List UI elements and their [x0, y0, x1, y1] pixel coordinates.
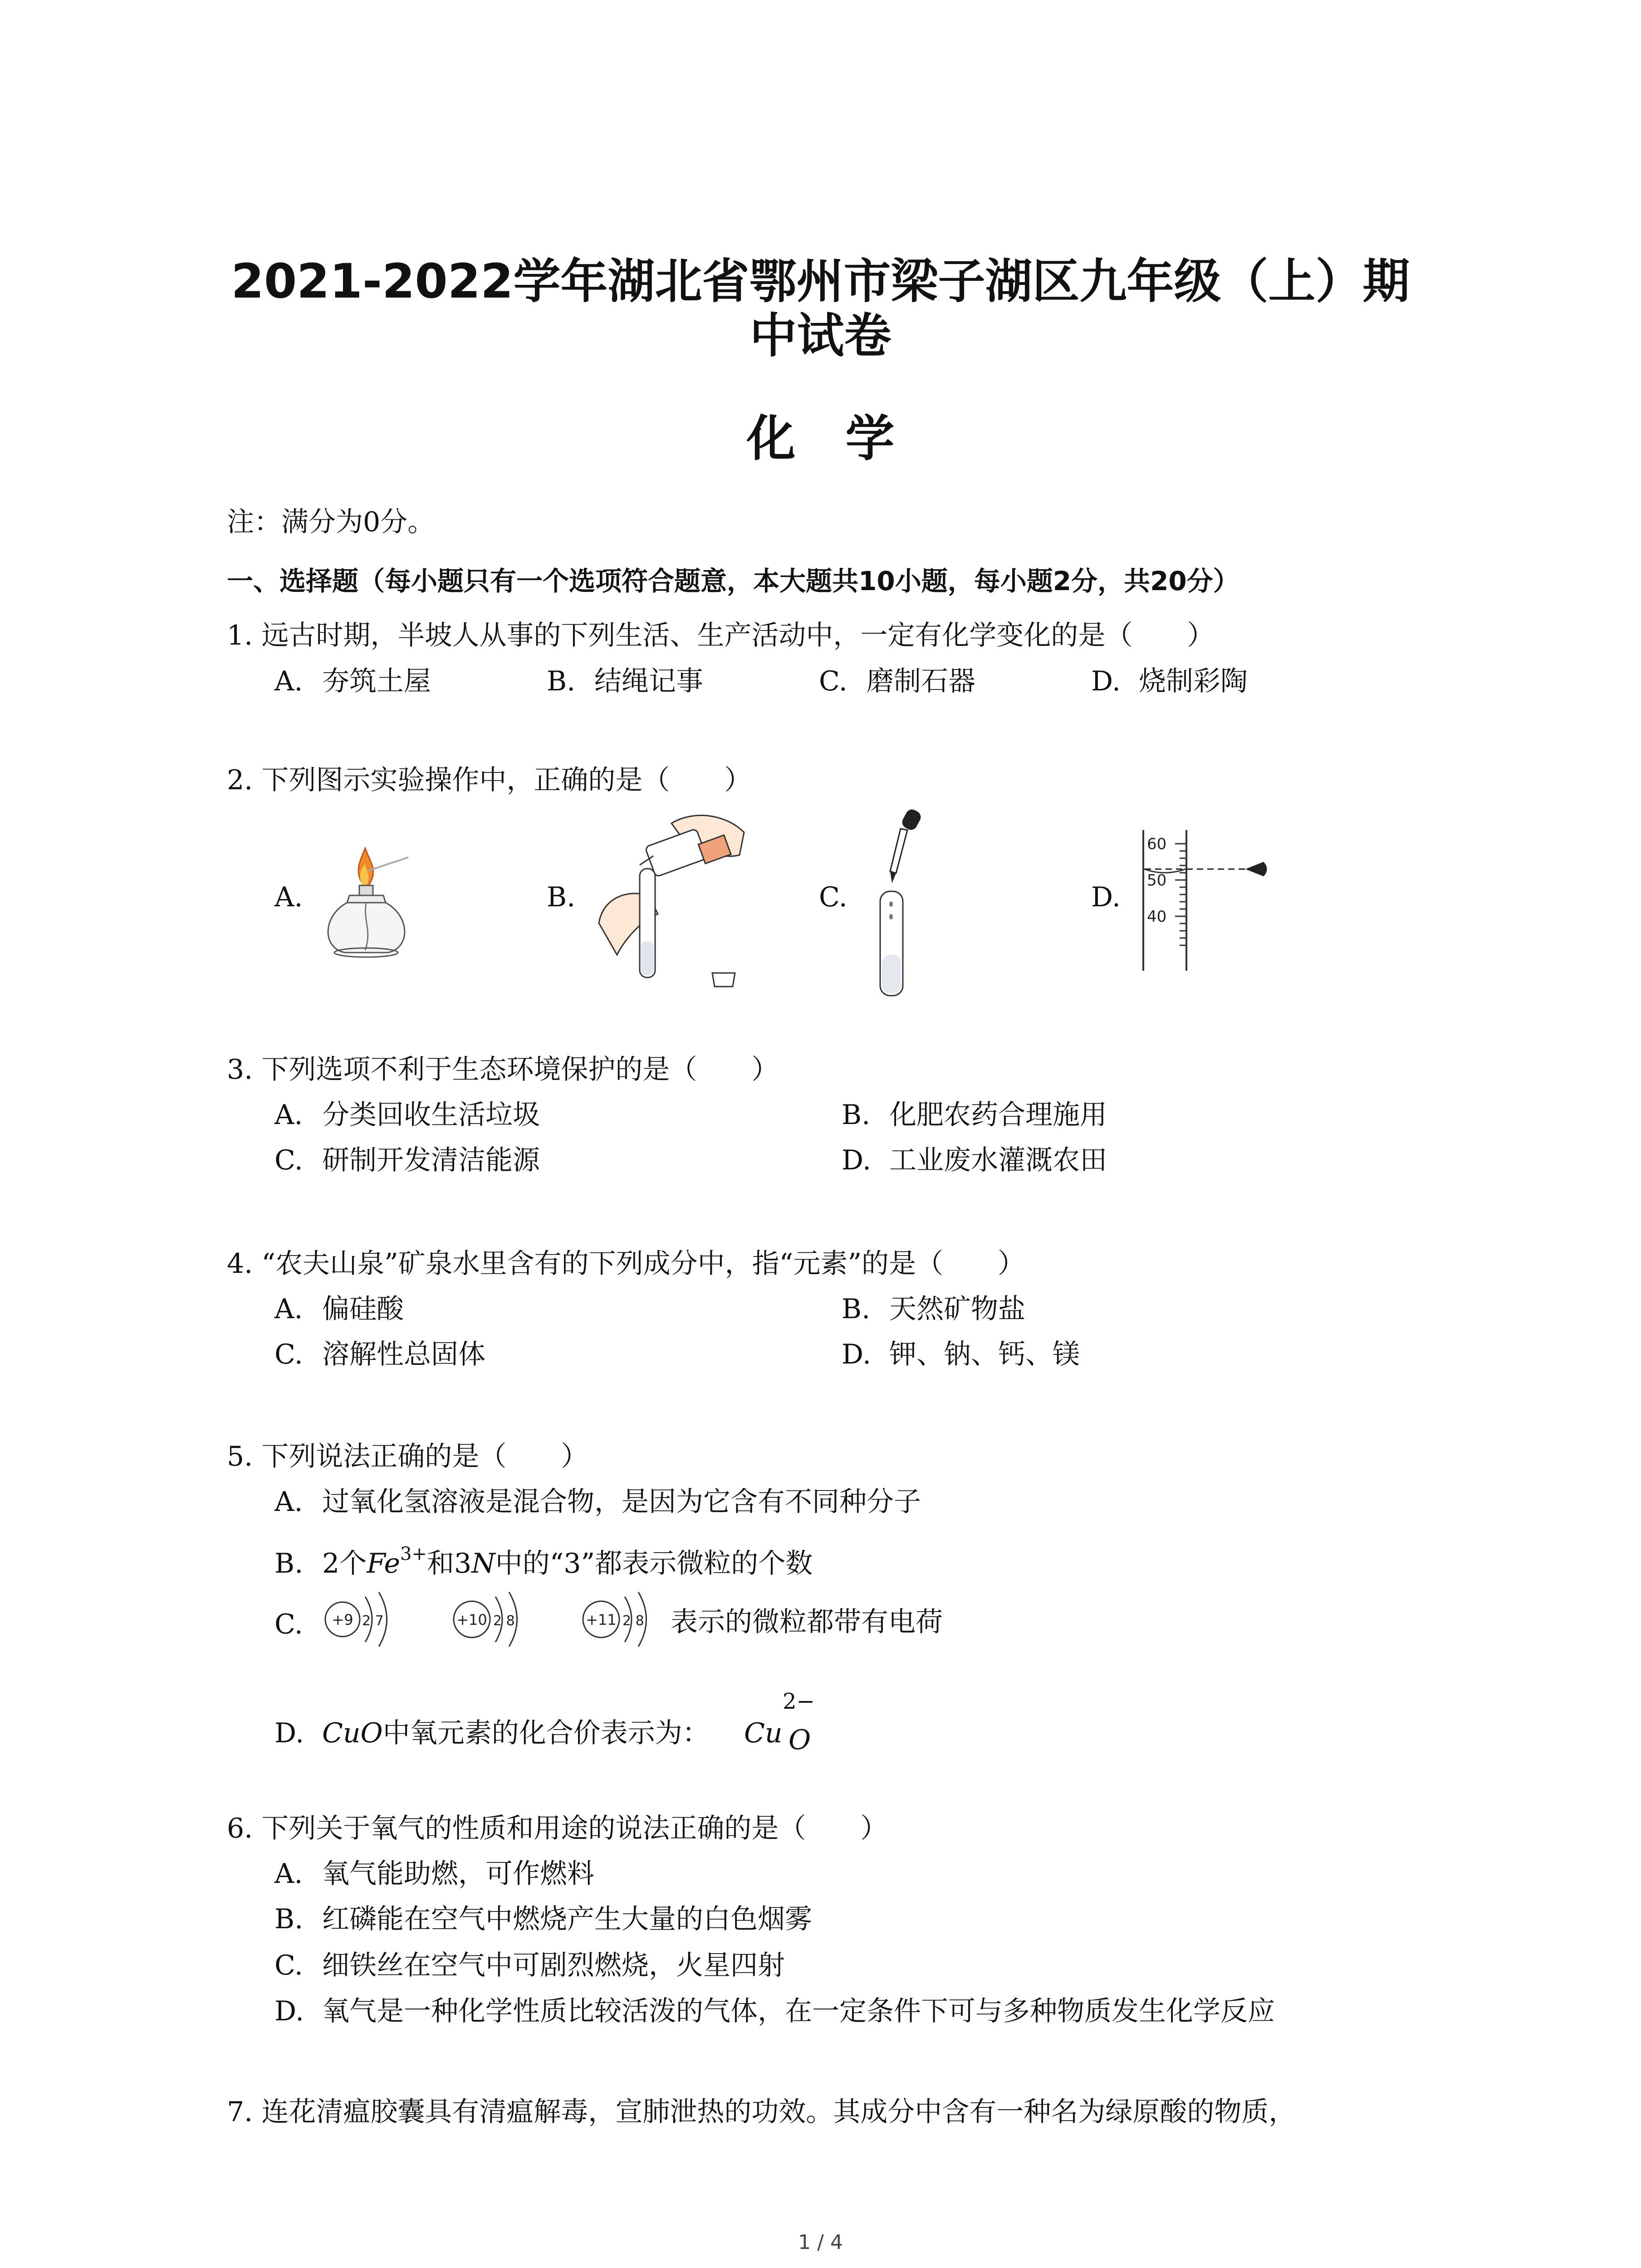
question-7-stem: 7. 连花清瘟胶囊具有清瘟解毒，宣肺泄热的功效。其成分中含有一种名为绿原酸的物质， [227, 2096, 1296, 2128]
nucleus-charge: +11 [586, 1611, 617, 1628]
q2-option-d-label: D. [1091, 881, 1121, 913]
nucleus-charge: +10 [456, 1611, 487, 1628]
option-text: 分类回收生活垃圾 [322, 1099, 540, 1131]
exam-title-line1: 2021-2022学年湖北省鄂州市梁子湖区九年级（上）期 [231, 254, 1410, 309]
question-1-stem: 1. 远古时期，半坡人从事的下列生活、生产活动中，一定有化学变化的是（ ） [227, 620, 1215, 651]
oxygen-symbol: O [789, 1724, 811, 1756]
option-label: C. [819, 665, 847, 697]
pouring-liquid-figure [590, 805, 762, 996]
q1-option-b [547, 665, 703, 698]
electron-shells: 2 8 [493, 1613, 515, 1629]
q3-option-c [274, 1144, 540, 1177]
option-text: 红磷能在空气中燃烧产生大量的白色烟雾 [322, 1903, 812, 1935]
tick-label: 60 [1147, 835, 1167, 853]
option-label: B. [842, 1293, 871, 1325]
option-text: 细铁丝在空气中可剧烈燃烧，火星四射 [322, 1950, 785, 1981]
option-label: B. [547, 665, 576, 697]
option-label: D. [1091, 665, 1121, 697]
chemical-formula: CuO [322, 1717, 383, 1749]
q3-option-a [274, 1099, 540, 1131]
tick-label: 50 [1147, 871, 1167, 890]
option-label: C. [274, 1339, 303, 1370]
q2-option-c-label: C. [819, 881, 847, 913]
q5-option-c-label: C. [274, 1608, 303, 1640]
exam-title-line2: 中试卷 [749, 308, 892, 363]
q1-option-c [819, 665, 975, 698]
q4-option-d [842, 1338, 1080, 1371]
graduated-cylinder-reading-figure [1132, 826, 1268, 975]
option-text: 结绳记事 [594, 665, 703, 697]
option-label: D. [842, 1339, 872, 1370]
option-label: D. [274, 1717, 304, 1749]
option-text: 中氧元素的化合价表示为： [382, 1717, 710, 1749]
option-label: A. [274, 1293, 303, 1325]
dropper-test-tube-figure [862, 805, 935, 1000]
question-5-stem: 5. 下列说法正确的是（ ） [227, 1441, 588, 1472]
q5-option-a [274, 1486, 921, 1518]
q3-option-d [842, 1144, 1107, 1177]
q6-option-d [274, 1995, 1275, 2028]
page-number: 1 / 4 [798, 2231, 843, 2254]
q1-option-a [274, 665, 431, 698]
option-label: A. [274, 665, 303, 697]
score-note: 注：满分为0分。 [227, 506, 435, 538]
q1-option-d [1091, 665, 1248, 698]
option-label: C. [274, 1950, 303, 1981]
option-label: B. [274, 1903, 304, 1935]
copper-symbol: Cu [744, 1717, 783, 1749]
alcohol-lamp-lighting-figure [318, 844, 417, 962]
option-text: 2个 [322, 1548, 367, 1579]
option-label: B. [274, 1548, 304, 1579]
option-text: 研制开发清洁能源 [322, 1144, 540, 1176]
option-text: 工业废水灌溉农田 [889, 1144, 1107, 1176]
option-text: 偏硅酸 [322, 1293, 404, 1325]
charge-superscript: 3+ [400, 1544, 427, 1564]
question-6-stem: 6. 下列关于氧气的性质和用途的说法正确的是（ ） [227, 1813, 888, 1844]
nitrogen-symbol: N [471, 1548, 495, 1579]
q5-option-c-text: 表示的微粒都带有电荷 [671, 1606, 943, 1638]
q2-option-b-label: B. [547, 881, 576, 913]
electron-shells: 2 7 [362, 1613, 384, 1629]
option-label: A. [274, 1486, 303, 1518]
q5-option-b [274, 1538, 813, 1580]
option-text: 溶解性总固体 [322, 1339, 485, 1370]
question-2-stem: 2. 下列图示实验操作中，正确的是（ ） [227, 764, 752, 796]
option-text: 天然矿物盐 [889, 1293, 1025, 1325]
valence-mark: 2− [783, 1689, 815, 1714]
q5-option-d [274, 1717, 710, 1750]
option-text: 和3 [427, 1548, 472, 1579]
option-label: C. [274, 1144, 303, 1176]
option-text: 钾、钠、钙、镁 [889, 1339, 1080, 1370]
option-label: A. [274, 1858, 303, 1890]
q3-option-b [842, 1099, 1107, 1131]
option-text: 氧气是一种化学性质比较活泼的气体，在一定条件下可与多种物质发生化学反应 [322, 1995, 1275, 2027]
tick-label: 40 [1147, 908, 1167, 926]
subject-title: 化学 [746, 411, 945, 467]
option-label: D. [842, 1144, 872, 1176]
option-label: A. [274, 1099, 303, 1131]
question-3-stem: 3. 下列选项不利于生态环境保护的是（ ） [227, 1054, 779, 1085]
option-label: B. [842, 1099, 871, 1131]
option-label: D. [274, 1995, 304, 2027]
q6-option-a [274, 1857, 594, 1890]
q4-option-c [274, 1338, 485, 1371]
section-heading: 一、选择题（每小题只有一个选项符合题意，本大题共10小题，每小题2分，共20分） [227, 566, 1239, 596]
option-text: 烧制彩陶 [1139, 665, 1248, 697]
option-text: 夯筑土屋 [322, 665, 431, 697]
q2-option-a-label: A. [274, 881, 303, 913]
atomic-structure-diagrams [318, 1585, 681, 1653]
question-4-stem: 4. “农夫山泉”矿泉水里含有的下列成分中，指“元素”的是（ ） [227, 1248, 1025, 1280]
nucleus-charge: +9 [332, 1611, 353, 1628]
iron-symbol: Fe [367, 1548, 401, 1579]
option-text: 磨制石器 [867, 665, 975, 697]
electron-shells: 2 8 [622, 1613, 644, 1629]
option-text: 化肥农药合理施用 [889, 1099, 1107, 1131]
q4-option-b [842, 1293, 1025, 1325]
option-text: 过氧化氢溶液是混合物，是因为它含有不同种分子 [322, 1486, 921, 1518]
option-text: 氧气能助燃，可作燃料 [322, 1858, 594, 1890]
q4-option-a [274, 1293, 404, 1325]
q6-option-b [274, 1903, 812, 1936]
q6-option-c [274, 1949, 785, 1982]
option-text: 中的“3”都表示微粒的个数 [495, 1548, 813, 1579]
